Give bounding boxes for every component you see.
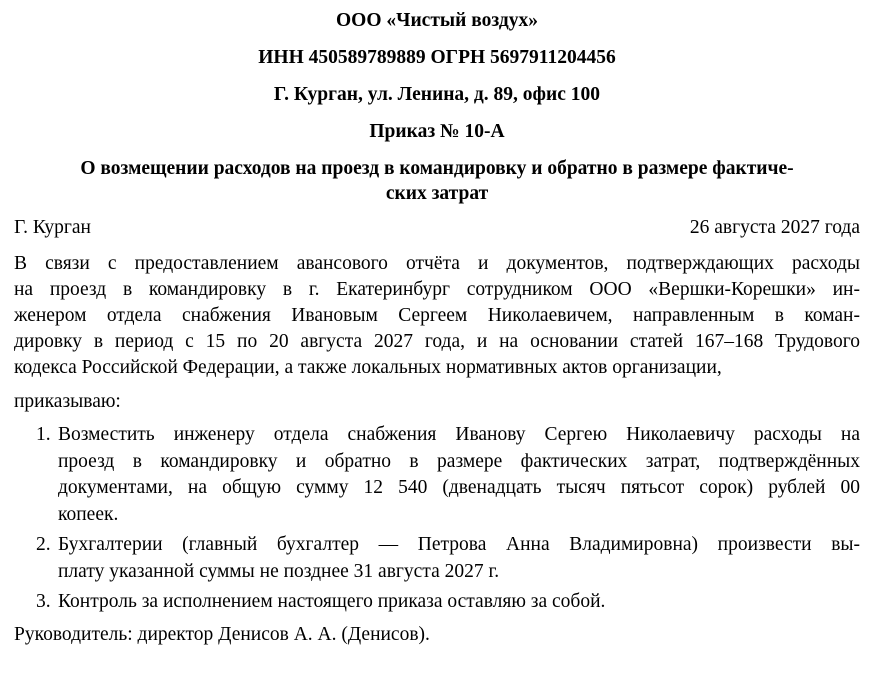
company-address: Г. Курган, ул. Ленина, д. 89, офис 100 [273,84,601,105]
order-item [14,422,860,528]
order-item-line: документами, на общую сумму 12 540 (двенадцать тысяч пятьсот сорок) рублей 00 [58,477,860,498]
place-and-date-row [14,216,860,240]
order-item-line: Контроль за исполнением настоящего приказа оставляю за собой. [58,591,606,612]
order-document [14,8,860,667]
order-subject [14,156,860,206]
company-name: ООО «Чистый воздух» [336,10,538,31]
order-item [14,532,860,585]
order-item-line: Возместить инженеру отдела снабжения Иванову Сергею Николаевичу расходы на [58,424,860,445]
preamble-line: кодекса Российской Федерации, а также локальных нормативных актов организации, [14,357,722,378]
preamble-line: дировку в период с 15 по 20 августа 2027 года, и на основании статей 167–168 Трудового [14,331,860,352]
order-subject-line: О возмещении расходов на проезд в командировку и обратно в размере фактиче- [80,158,794,179]
preamble-line: на проезд в командировку в г. Екатеринбург сотрудником ООО «Вершки-Корешки» ин- [14,279,860,300]
order-items-list [14,422,860,616]
signature-line: Руководитель: директор Денисов А. А. (Денисов). [14,623,430,645]
order-item-line: плату указанной суммы не позднее 31 августа 2027 г. [58,560,500,582]
order-subject-line: ских затрат [385,183,489,204]
order-directive-word: приказываю: [14,391,121,412]
order-item-number: 2. [36,534,51,555]
order-item-line: Бухгалтерии (главный бухгалтер — Петрова Анна Владимировна) произвести вы- [58,534,860,555]
order-item-number: 3. [36,591,51,612]
order-item-line: проезд в командировку и обратно в размере фактических затрат, подтверждённых [58,450,860,472]
order-title: Приказ № 10-А [369,121,505,142]
preamble-paragraph [14,251,860,381]
order-date: 26 августа 2027 года [689,217,860,238]
order-place: Г. Курган [14,217,91,238]
order-item [14,589,860,616]
preamble-line: В связи с предоставлением авансового отчёта и документов, подтверждающих расходы [14,253,860,274]
company-registration-ids: ИНН 450589789889 ОГРН 5697911204456 [258,47,616,68]
order-item-number: 1. [36,424,51,445]
order-item-line: копеек. [58,503,119,525]
preamble-line: женером отдела снабжения Ивановым Сергеем Николаевичем, направленным в коман- [14,305,860,326]
